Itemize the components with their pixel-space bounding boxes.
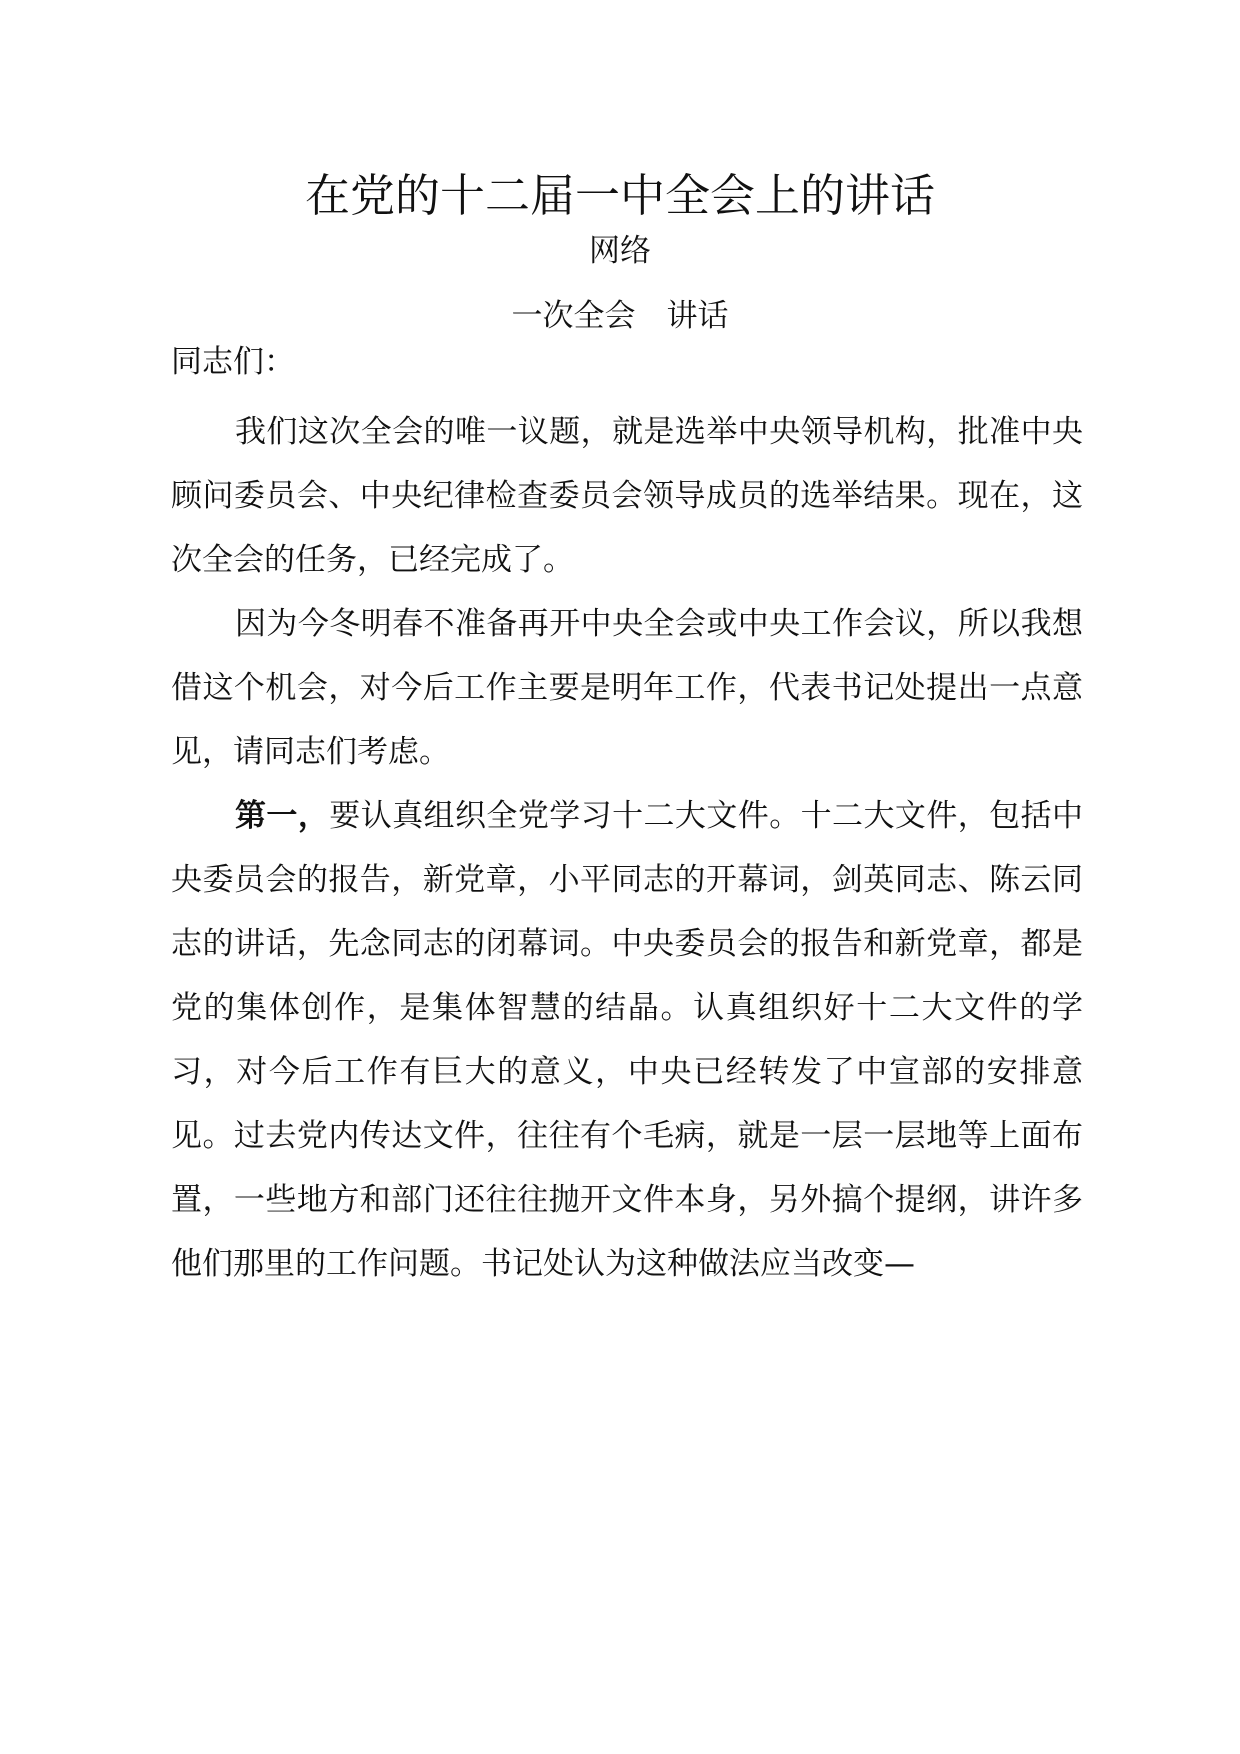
paragraph-2 [171,592,1083,784]
document-title: 在党的十二届一中全会上的讲话 [304,169,935,222]
paragraph-text: 我们这次全会的唯一议题，就是选举中央领导机构，批准中央顾问委员会、中央纪律检查委员会领导成员的选举结果。现在，这次全会的任务，已经完成了。 [171,414,1083,578]
paragraph-1 [171,400,1083,592]
document-keywords: 一次全会 讲话 [511,298,729,334]
paragraph-lead: 第一， [235,798,330,834]
paragraph-3 [171,784,1083,1296]
document-subtitle: 网络 [589,233,651,269]
paragraph-text: 要认真组织全党学习十二大文件。十二大文件，包括中央委员会的报告，新党章，小平同志的开幕词，剑英同志、陈云同志的讲话，先念同志的闭幕词。中央委员会的报告和新党章，都是党的集体创作，是集体智慧的结晶。认真组织好十二大文件的学习，对今后工作有巨大的意义，中央已经转发了中宣部的安排意见。过去党内传达文件，往往有个毛病，就是一层一层地等上面布置，一些地方和部门还往往抛开文件本身，另外搞个提纲，讲许多他们那里的工作问题。书记处认为这种做法应当改变— [171,798,1084,1282]
document-body [171,400,1083,1296]
paragraph-text: 因为今冬明春不准备再开中央全会或中央工作会议，所以我想借这个机会，对今后工作主要是明年工作，代表书记处提出一点意见，请同志们考虑。 [171,606,1083,770]
salutation: 同志们： [171,344,295,380]
